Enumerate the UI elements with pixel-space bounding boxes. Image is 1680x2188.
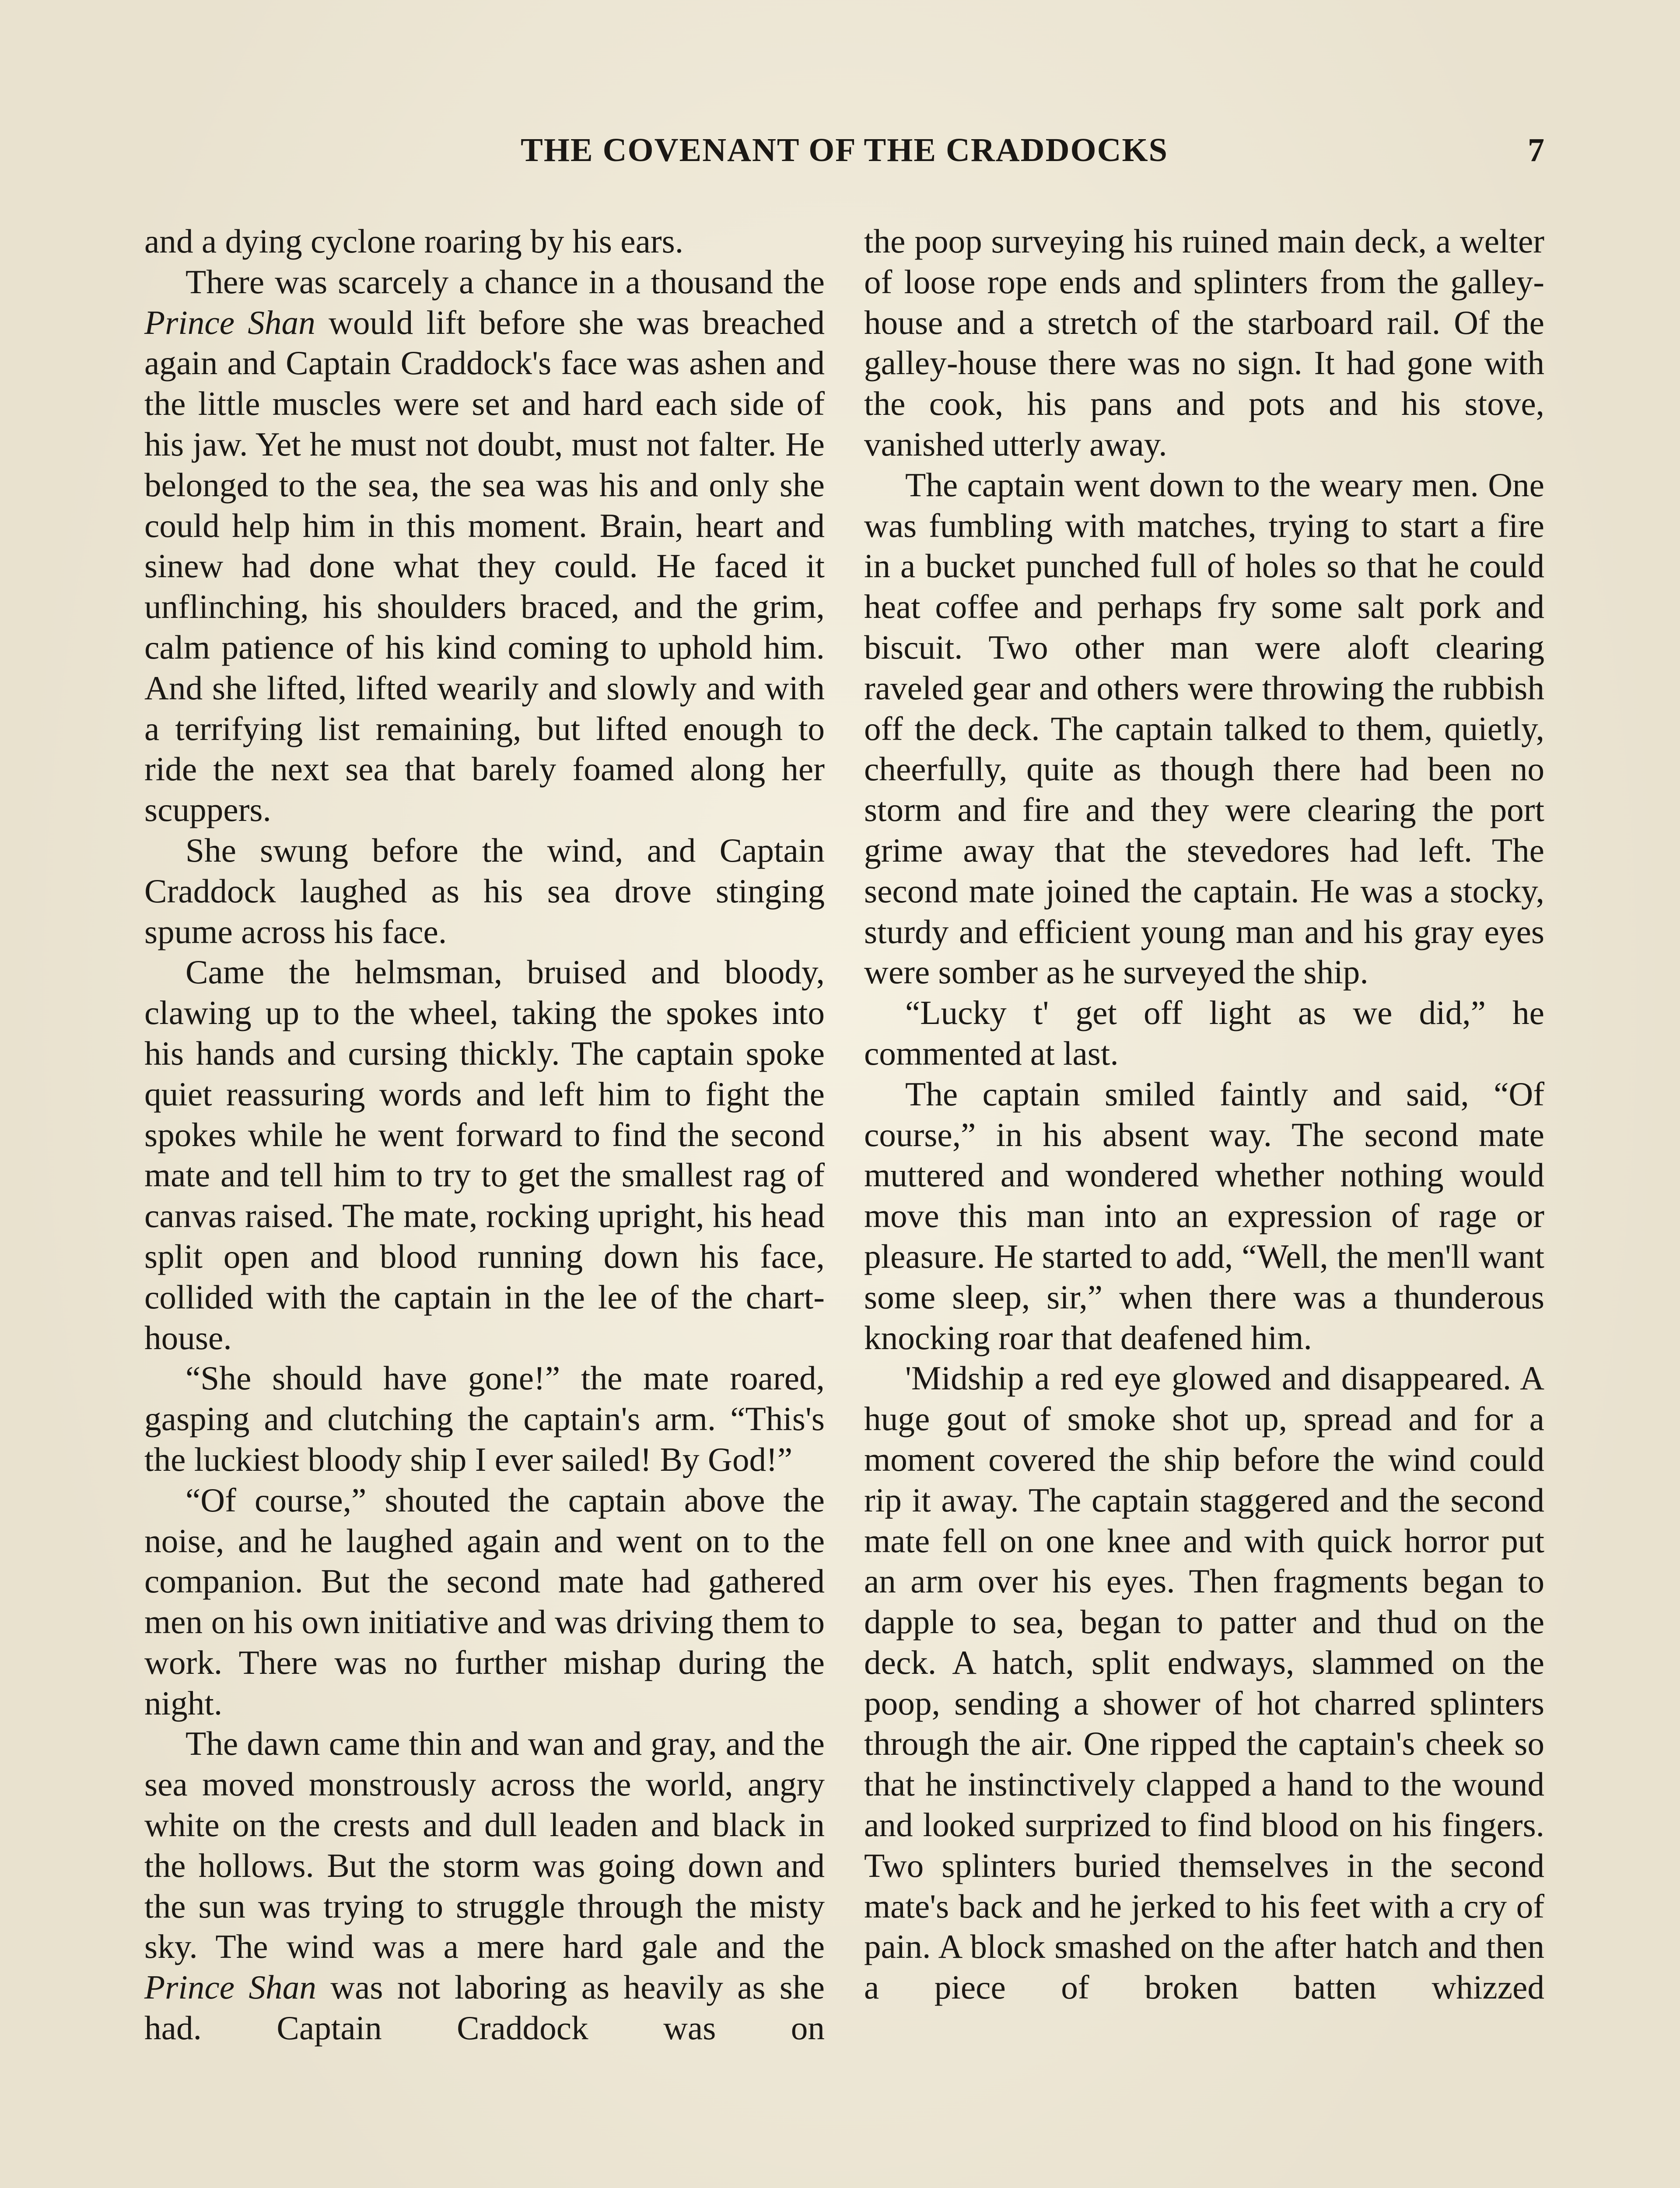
paragraph: “Of course,” shouted the captain above the noise, and he laughed again and went on to the companion. But the second mate had gathered men on his own initiative and was driving them to work. There was no further mishap during the night. bbox=[144, 1481, 825, 1722]
text-run: would lift before she was breached again and Captain Craddock's face was ashen and the little muscles were set and hard each side of his jaw. Yet he must not doubt, must not falter. He belonged to the sea, the sea was his and only she could help him in this moment. Brain, heart and sinew had done what they could. He faced it unflinching, his shoulders braced, and the grim, calm patience of his kind coming to uphold him. And she lifted, lifted wearily and slowly and with a terrifying list remaining, but lifted enough to ride the next sea that barely foamed along her scuppers. bbox=[144, 303, 825, 829]
left-column bbox=[144, 221, 825, 2048]
paragraph bbox=[144, 262, 825, 830]
page-number: 7 bbox=[1528, 132, 1544, 168]
paragraph: The captain went down to the weary men. One was fumbling with matches, trying to start a fire in a bucket punched full of holes so that he could heat coffee and perhaps fry some salt pork and biscuit. Two other man were aloft clearing raveled gear and others were throwing the rubbish off the deck. The captain talked to them, quietly, cheerfully, quite as though there had been no storm and fire and they were clearing the port grime away that the stevedores had left. The second mate joined the captain. He was a stocky, sturdy and efficient young man and his gray eyes were somber as he surveyed the ship. bbox=[864, 466, 1544, 991]
ship-name-italic: Prince Shan bbox=[144, 1968, 316, 2006]
text-run: The dawn came thin and wan and gray, and the sea moved monstrously across the world, angry white on the crests and dull leaden and black in the hollows. But the storm was going down and the sun was trying to struggle through the misty sky. The wind was a mere hard gale and the bbox=[144, 1725, 825, 1966]
paragraph: The captain smiled faintly and said, “Of course,” in his absent way. The second mate muttered and wondered whether nothing would move this man into an expression of rage or pleasure. He started to add, “Well, the men'll want some sleep, sir,” when there was a thunderous knocking roar that deafened him. bbox=[864, 1075, 1544, 1357]
text-run: There was scarcely a chance in a thousand the bbox=[186, 263, 825, 301]
running-header bbox=[144, 127, 1544, 184]
ship-name-italic: Prince Shan bbox=[144, 303, 315, 341]
paragraph: “Lucky t' get off light as we did,” he commented at last. bbox=[864, 994, 1544, 1072]
paragraph: the poop surveying his ruined main deck, a welter of loose rope ends and splinters from the galley-house and a stretch of the starboard rail. Of the galley-house there was no sign. It had gone with the cook, his pans and pots and his stove, vanished utterly away. bbox=[864, 222, 1544, 463]
paragraph: and a dying cyclone roaring by his ears. bbox=[144, 222, 684, 260]
paragraph: “She should have gone!” the mate roared, gasping and clutching the captain's arm. “This's the luckiest bloody ship I ever sailed! By God!” bbox=[144, 1359, 825, 1478]
paragraph bbox=[144, 1723, 825, 2048]
paragraph: Came the helmsman, bruised and bloody, clawing up to the wheel, taking the spokes into his hands and cursing thickly. The captain spoke quiet reassuring words and left him to fight the spokes while he went forward to find the second mate and tell him to try to get the smallest rag of canvas raised. The mate, rocking upright, his head split open and blood running down his face, collided with the captain in the lee of the chart-house. bbox=[144, 953, 825, 1357]
text-run: was not laboring as heavily as she had. Captain Craddock was on bbox=[144, 1968, 825, 2047]
paragraph: 'Midship a red eye glowed and disappeared. A huge gout of smoke shot up, spread and for a moment covered the ship before the wind could rip it away. The captain staggered and the second mate fell on one knee and with quick horror put an arm over his eyes. Then fragments began to dapple to sea, began to patter and thud on the deck. A hatch, split endways, slammed on the poop, sending a shower of hot charred splinters through the air. One ripped the captain's cheek so that he instinctively clapped a hand to the wound and looked surprized to find blood on his fingers. Two splinters buried themselves in the second mate's back and he jerked to his feet with a cry of pain. A block smashed on the after hatch and then a piece of broken batten whizzed bbox=[864, 1359, 1544, 2006]
paragraph: She swung before the wind, and Captain Craddock laughed as his sea drove stinging spume across his face. bbox=[144, 831, 825, 950]
right-column bbox=[864, 221, 1544, 2008]
running-title: THE COVENANT OF THE CRADDOCKS bbox=[521, 132, 1168, 168]
